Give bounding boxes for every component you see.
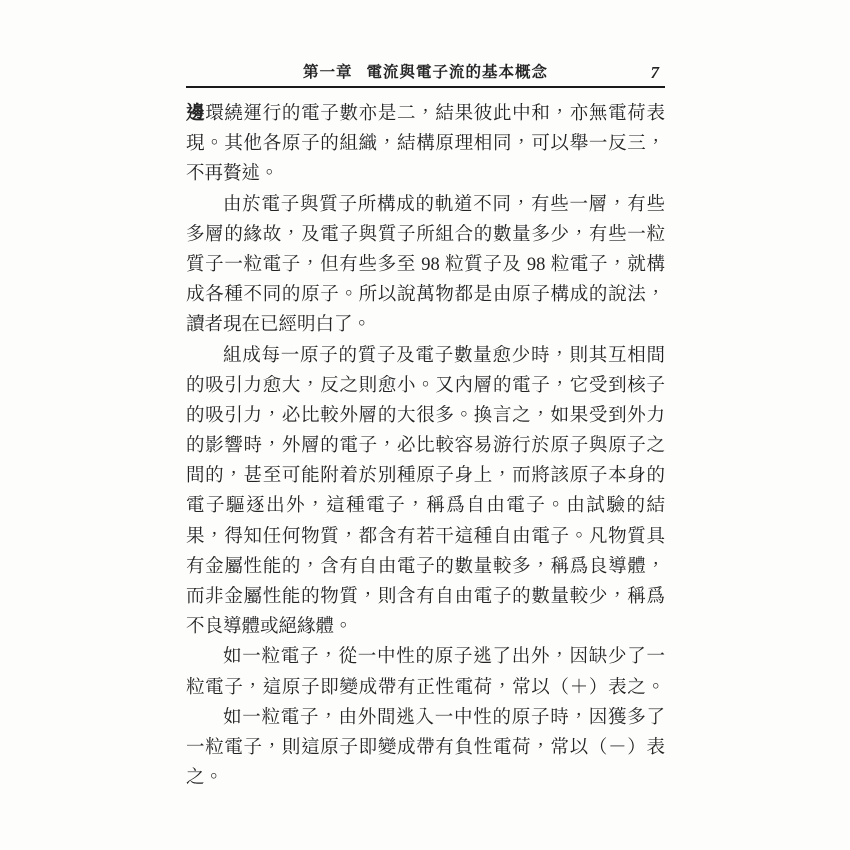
text-line: 一粒電子，則這原子即變成帶有負性電荷，常以（－）表	[186, 737, 665, 758]
text-line: 讀者現在已經明白了。	[186, 315, 372, 336]
text-line: 質子一粒電子，但有些多至 98 粒質子及 98 粒電子，就構	[186, 254, 665, 275]
text-line: 成各種不同的原子。所以說萬物都是由原子構成的說法，	[186, 285, 665, 306]
text-line: 的吸引力，必比較外層的大很多。換言之，如果受到外力	[186, 405, 665, 426]
text-line: 如一粒電子，從一中性的原子逃了出外，因缺少了一	[223, 647, 665, 668]
text-line: 現。其他各原子的組織，結構原理相同，可以舉一反三，	[186, 134, 665, 155]
body-text	[186, 99, 665, 793]
text-line: 邊環繞運行的電子數亦是二，結果彼此中和，亦無電荷表	[186, 104, 665, 124]
chapter-heading	[186, 60, 665, 86]
text-line: 由於電子與質子所構成的軌道不同，有些一層，有些	[223, 194, 665, 215]
text-line: 間的，甚至可能附着於別種原子身上，而將該原子本身的	[186, 466, 665, 487]
text-line: 不良導體或絕緣體。	[186, 617, 353, 638]
text-line: 果，得知任何物質，都含有若干這種自由電子。凡物質具	[186, 526, 665, 547]
page-content	[186, 60, 665, 793]
text-line: 電子驅逐出外，這種電子，稱爲自由電子。由試驗的結	[186, 496, 665, 517]
text-line: 多層的緣故，及電子與質子所組合的數量多少，有些一粒	[186, 224, 665, 245]
text-line: 有金屬性能的，含有自由電子的數量較多，稱爲良導體，	[186, 556, 665, 577]
text-line: 而非金屬性能的物質，則含有自由電子的數量較少，稱爲	[186, 587, 665, 607]
text-line: 組成每一原子的質子及電子數量愈少時，則其互相間	[223, 345, 665, 366]
text-line: 的吸引力愈大，反之則愈小。又內層的電子，它受到核子	[186, 375, 665, 396]
text-line: 之。	[186, 768, 224, 789]
text-line: 粒電子，這原子即變成帶有正性電荷，常以（＋）表之。	[186, 677, 665, 698]
paragraph	[186, 99, 665, 190]
paragraph	[186, 341, 665, 643]
text-line: 如一粒電子，由外間逃入一中性的原子時，因獲多了	[223, 707, 665, 728]
paragraph	[186, 642, 665, 702]
page-header	[186, 60, 665, 86]
paragraph	[186, 190, 665, 341]
chapter-number: 第一章	[303, 64, 353, 81]
text-line: 的影響時，外層的電子，必比較容易游行於原子與原子之	[186, 436, 665, 457]
chapter-title: 電流與電子流的基本概念	[366, 64, 548, 81]
header-rule	[186, 86, 665, 88]
text-line: 不再贅述。	[186, 164, 279, 185]
paragraph	[186, 703, 665, 794]
page-number: 7	[650, 63, 659, 82]
